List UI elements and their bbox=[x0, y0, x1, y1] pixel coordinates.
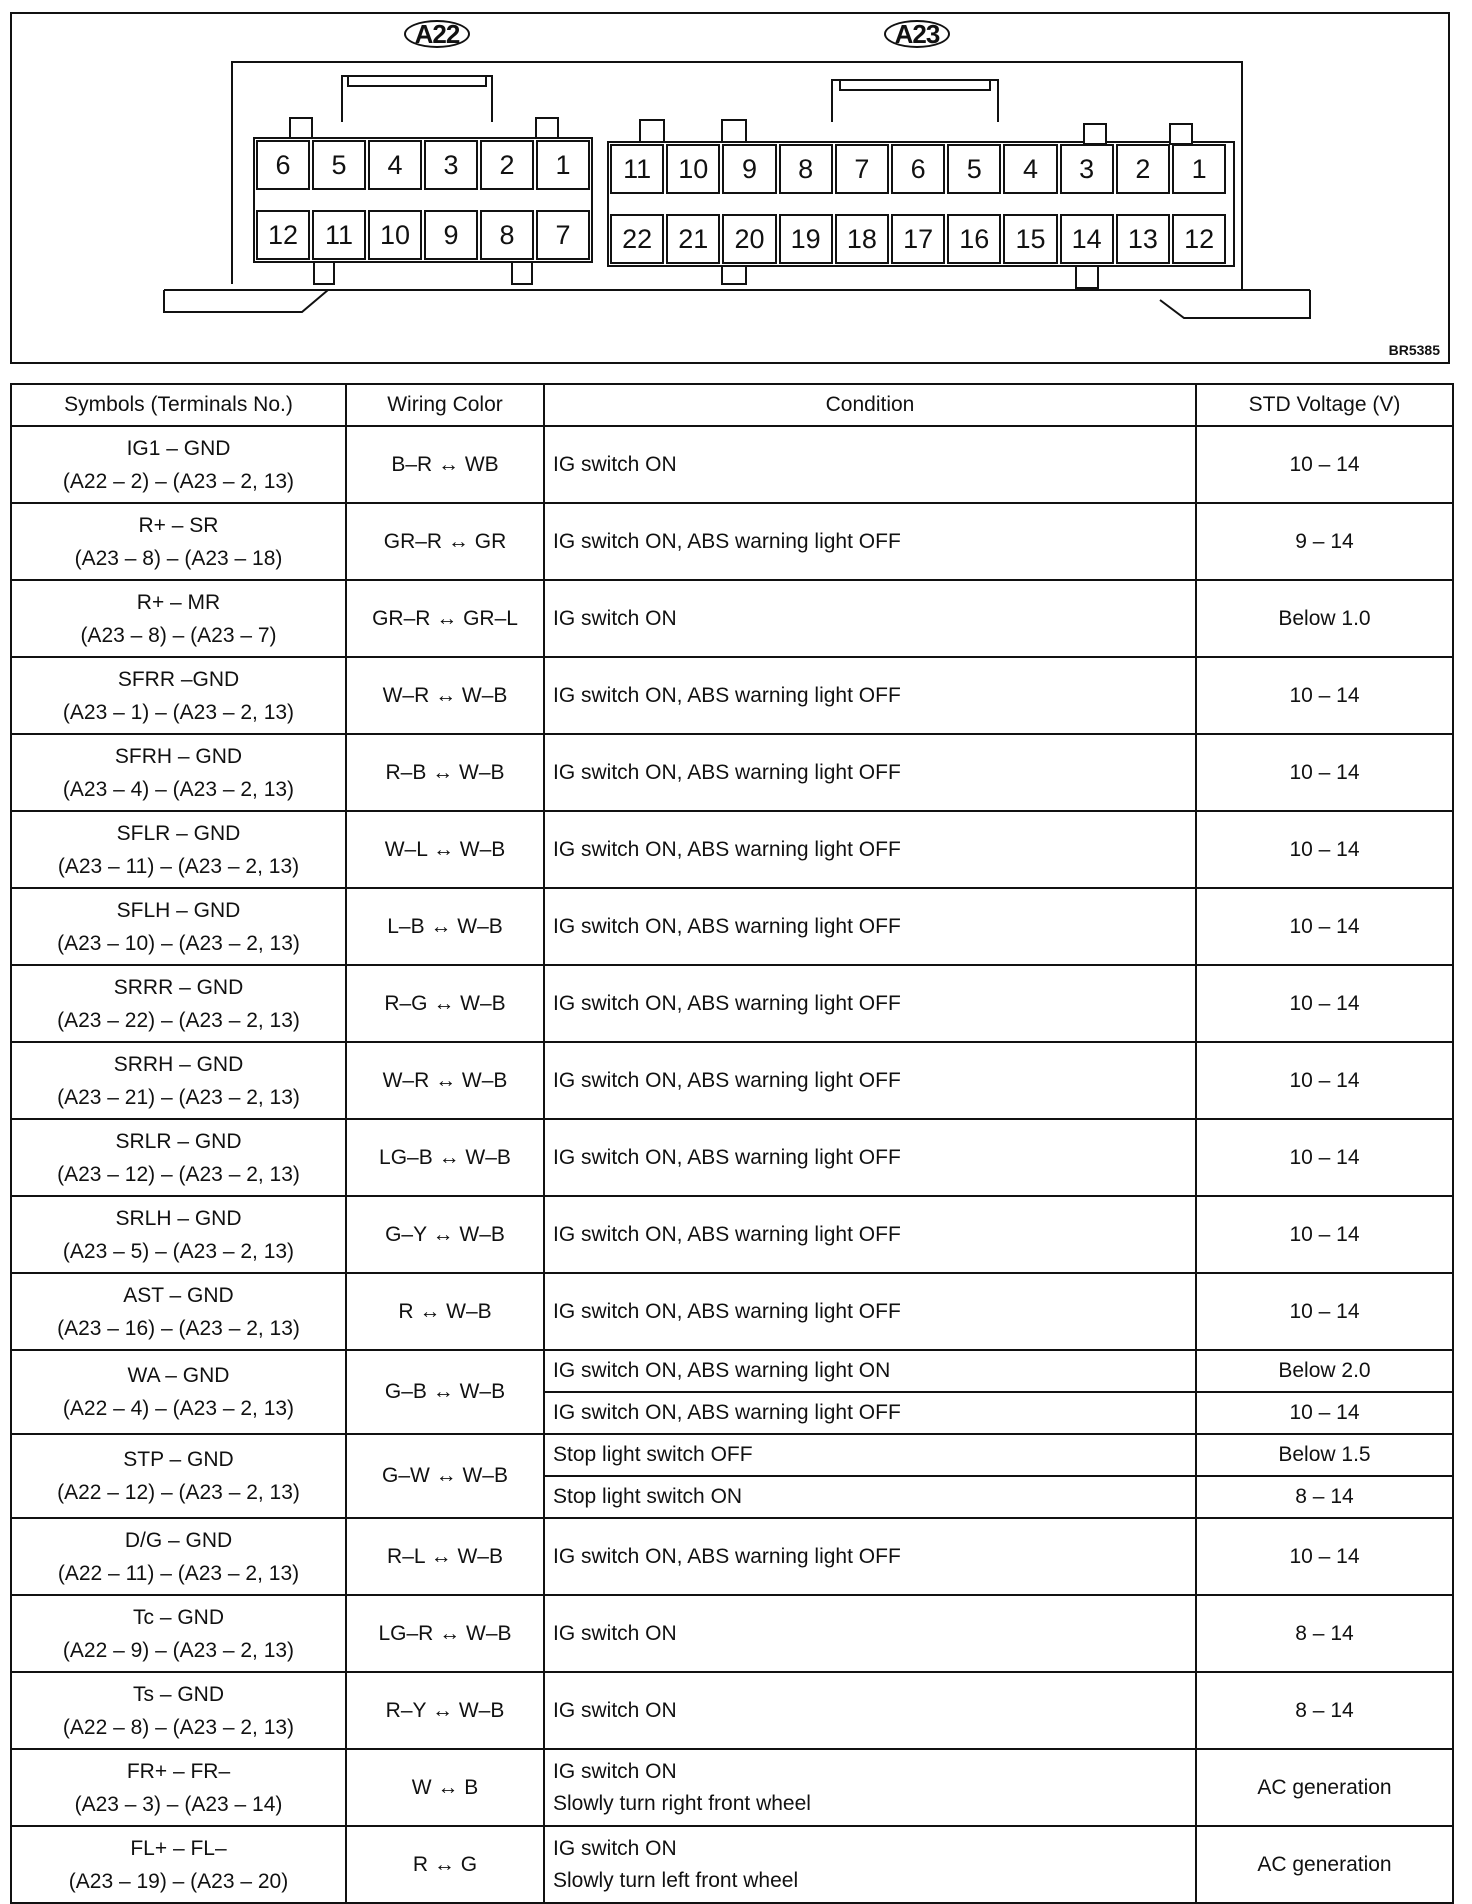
table-row bbox=[11, 811, 1453, 888]
table-row bbox=[11, 888, 1453, 965]
symbol-cell bbox=[11, 1826, 346, 1903]
terminal-pin: 1 bbox=[1172, 144, 1226, 194]
terminal-numbers: (A23 – 10) – (A23 – 2, 13) bbox=[57, 931, 300, 955]
table-row bbox=[11, 1434, 1453, 1476]
terminal-pin: 17 bbox=[891, 214, 945, 264]
terminal-symbol: SFRR –GND bbox=[117, 667, 240, 691]
terminal-pin: 7 bbox=[536, 210, 590, 260]
table-row bbox=[11, 1042, 1453, 1119]
wiring-color-cell: LG–B ↔ W–B bbox=[346, 1119, 544, 1196]
std-voltage-cell: 10 – 14 bbox=[1196, 657, 1453, 734]
terminal-pin: 13 bbox=[1116, 214, 1170, 264]
terminal-symbol: SRRR – GND bbox=[113, 975, 244, 999]
symbol-cell bbox=[11, 1273, 346, 1350]
symbol-cell bbox=[11, 1434, 346, 1518]
terminal-symbol: SFLH – GND bbox=[116, 898, 241, 922]
table-row bbox=[11, 1196, 1453, 1273]
wiring-color-cell: G–Y ↔ W–B bbox=[346, 1196, 544, 1273]
header-wiring-color: Wiring Color bbox=[346, 384, 544, 426]
std-voltage-cell: 10 – 14 bbox=[1196, 811, 1453, 888]
condition-cell: Stop light switch ON bbox=[544, 1476, 1196, 1518]
terminal-numbers: (A23 – 11) – (A23 – 2, 13) bbox=[57, 854, 300, 878]
condition-cell: IG switch ON, ABS warning light OFF bbox=[544, 888, 1196, 965]
symbol-cell bbox=[11, 888, 346, 965]
terminal-pin: 8 bbox=[779, 144, 833, 194]
terminal-pin: 7 bbox=[835, 144, 889, 194]
terminal-symbol: SRLH – GND bbox=[115, 1206, 242, 1230]
terminal-pin: 10 bbox=[666, 144, 720, 194]
condition-line: Slowly turn right front wheel bbox=[553, 1791, 811, 1815]
table-row bbox=[11, 965, 1453, 1042]
wiring-color-cell: R ↔ W–B bbox=[346, 1273, 544, 1350]
std-voltage-cell: AC generation bbox=[1196, 1826, 1453, 1903]
wiring-color-cell: W ↔ B bbox=[346, 1749, 544, 1826]
table-header-row bbox=[11, 384, 1453, 426]
std-voltage-cell: Below 1.0 bbox=[1196, 580, 1453, 657]
symbol-cell bbox=[11, 426, 346, 503]
wiring-color-cell: W–R ↔ W–B bbox=[346, 657, 544, 734]
header-symbols: Symbols (Terminals No.) bbox=[11, 384, 346, 426]
std-voltage-cell: 10 – 14 bbox=[1196, 1518, 1453, 1595]
terminal-pin: 20 bbox=[722, 214, 776, 264]
terminal-pin: 11 bbox=[312, 210, 366, 260]
condition-cell: IG switch ON, ABS warning light OFF bbox=[544, 657, 1196, 734]
condition-cell: IG switch ON, ABS warning light OFF bbox=[544, 503, 1196, 580]
wiring-color-cell: R–Y ↔ W–B bbox=[346, 1672, 544, 1749]
terminal-numbers: (A23 – 4) – (A23 – 2, 13) bbox=[62, 777, 295, 801]
terminal-pin: 3 bbox=[1060, 144, 1114, 194]
std-voltage-cell: 9 – 14 bbox=[1196, 503, 1453, 580]
terminal-symbol: R+ – SR bbox=[138, 513, 219, 537]
terminal-numbers: (A23 – 21) – (A23 – 2, 13) bbox=[57, 1085, 300, 1109]
header-condition: Condition bbox=[544, 384, 1196, 426]
std-voltage-cell: 10 – 14 bbox=[1196, 888, 1453, 965]
std-voltage-cell: Below 2.0 bbox=[1196, 1350, 1453, 1392]
wiring-color-cell: B–R ↔ WB bbox=[346, 426, 544, 503]
terminal-pin: 10 bbox=[368, 210, 422, 260]
table-row bbox=[11, 503, 1453, 580]
table-row bbox=[11, 1350, 1453, 1392]
table-row bbox=[11, 1518, 1453, 1595]
connector-label-a22: A22 bbox=[404, 20, 470, 48]
terminal-symbol: Ts – GND bbox=[132, 1682, 224, 1706]
terminal-numbers: (A23 – 19) – (A23 – 20) bbox=[68, 1869, 289, 1893]
terminal-pin: 2 bbox=[1116, 144, 1170, 194]
condition-cell: IG switch ON bbox=[544, 580, 1196, 657]
terminal-pin: 9 bbox=[722, 144, 776, 194]
terminal-symbol: FR+ – FR– bbox=[126, 1759, 231, 1783]
symbol-cell bbox=[11, 1518, 346, 1595]
terminal-pin: 21 bbox=[666, 214, 720, 264]
terminal-symbol: Tc – GND bbox=[132, 1605, 224, 1629]
terminal-pin: 12 bbox=[256, 210, 310, 260]
wiring-color-cell: L–B ↔ W–B bbox=[346, 888, 544, 965]
condition-cell: IG switch ON, ABS warning light OFF bbox=[544, 734, 1196, 811]
table-row bbox=[11, 657, 1453, 734]
terminal-numbers: (A23 – 8) – (A23 – 18) bbox=[74, 546, 283, 570]
terminal-pin: 6 bbox=[256, 140, 310, 190]
wiring-color-cell: R ↔ G bbox=[346, 1826, 544, 1903]
terminal-pin: 3 bbox=[424, 140, 478, 190]
condition-cell: IG switch ON, ABS warning light OFF bbox=[544, 1273, 1196, 1350]
std-voltage-cell: 10 – 14 bbox=[1196, 1273, 1453, 1350]
condition-cell: IG switch ON, ABS warning light OFF bbox=[544, 1518, 1196, 1595]
terminal-pin: 22 bbox=[610, 214, 664, 264]
symbol-cell bbox=[11, 657, 346, 734]
terminal-symbol: WA – GND bbox=[127, 1364, 230, 1387]
condition-cell: IG switch ON, ABS warning light OFF bbox=[544, 1196, 1196, 1273]
terminal-pin: 19 bbox=[779, 214, 833, 264]
terminal-symbol: SRRH – GND bbox=[113, 1052, 244, 1076]
condition-cell: IG switch ON, ABS warning light ON bbox=[544, 1350, 1196, 1392]
symbol-cell bbox=[11, 1350, 346, 1434]
terminal-pin: 14 bbox=[1060, 214, 1114, 264]
wiring-color-cell: GR–R ↔ GR–L bbox=[346, 580, 544, 657]
terminal-numbers: (A23 – 12) – (A23 – 2, 13) bbox=[57, 1162, 300, 1186]
terminal-symbol: SRLR – GND bbox=[115, 1129, 242, 1153]
condition-line: Slowly turn left front wheel bbox=[553, 1868, 799, 1892]
table-row bbox=[11, 1595, 1453, 1672]
figure-code: BR5385 bbox=[1388, 342, 1440, 358]
condition-cell bbox=[544, 1749, 1196, 1826]
wiring-color-cell: LG–R ↔ W–B bbox=[346, 1595, 544, 1672]
table-row bbox=[11, 734, 1453, 811]
wiring-color-cell: G–W ↔ W–B bbox=[346, 1434, 544, 1518]
condition-cell: IG switch ON, ABS warning light OFF bbox=[544, 1119, 1196, 1196]
condition-cell: IG switch ON, ABS warning light OFF bbox=[544, 1392, 1196, 1434]
wiring-color-cell: R–L ↔ W–B bbox=[346, 1518, 544, 1595]
terminal-numbers: (A23 – 3) – (A23 – 14) bbox=[74, 1792, 283, 1816]
condition-cell: IG switch ON bbox=[544, 1672, 1196, 1749]
symbol-cell bbox=[11, 734, 346, 811]
wiring-color-cell: R–G ↔ W–B bbox=[346, 965, 544, 1042]
table-row bbox=[11, 580, 1453, 657]
terminal-numbers: (A22 – 4) – (A23 – 2, 13) bbox=[62, 1397, 295, 1420]
terminal-pin: 18 bbox=[835, 214, 889, 264]
terminal-pin: 11 bbox=[610, 144, 664, 194]
terminal-symbol: IG1 – GND bbox=[126, 436, 231, 460]
table-row bbox=[11, 1672, 1453, 1749]
std-voltage-cell: 10 – 14 bbox=[1196, 1196, 1453, 1273]
terminal-numbers: (A23 – 16) – (A23 – 2, 13) bbox=[57, 1316, 300, 1340]
terminal-symbol: STP – GND bbox=[123, 1448, 234, 1471]
std-voltage-cell: 10 – 14 bbox=[1196, 734, 1453, 811]
symbol-cell bbox=[11, 1196, 346, 1273]
terminal-pin: 2 bbox=[480, 140, 534, 190]
condition-line: IG switch ON bbox=[553, 1759, 677, 1783]
terminal-pin: 16 bbox=[947, 214, 1001, 264]
terminal-numbers: (A22 – 2) – (A23 – 2, 13) bbox=[62, 469, 295, 493]
std-voltage-cell: 10 – 14 bbox=[1196, 1119, 1453, 1196]
condition-cell: IG switch ON bbox=[544, 426, 1196, 503]
terminal-pin: 5 bbox=[947, 144, 1001, 194]
symbol-cell bbox=[11, 580, 346, 657]
terminal-symbol: R+ – MR bbox=[136, 590, 221, 614]
table-row bbox=[11, 1826, 1453, 1903]
condition-cell: Stop light switch OFF bbox=[544, 1434, 1196, 1476]
terminal-numbers: (A23 – 1) – (A23 – 2, 13) bbox=[62, 700, 295, 724]
terminal-numbers: (A22 – 9) – (A23 – 2, 13) bbox=[62, 1638, 295, 1662]
terminal-pin: 15 bbox=[1003, 214, 1057, 264]
terminal-numbers: (A23 – 22) – (A23 – 2, 13) bbox=[57, 1008, 300, 1032]
symbol-cell bbox=[11, 1042, 346, 1119]
symbol-cell bbox=[11, 1749, 346, 1826]
terminal-symbol: FL+ – FL– bbox=[130, 1836, 227, 1860]
std-voltage-cell: Below 1.5 bbox=[1196, 1434, 1453, 1476]
condition-cell: IG switch ON, ABS warning light OFF bbox=[544, 1042, 1196, 1119]
terminal-numbers: (A22 – 8) – (A23 – 2, 13) bbox=[62, 1715, 295, 1739]
symbol-cell bbox=[11, 965, 346, 1042]
terminal-symbol: AST – GND bbox=[123, 1283, 234, 1307]
terminal-pin: 1 bbox=[536, 140, 590, 190]
symbol-cell bbox=[11, 503, 346, 580]
terminal-pin: 4 bbox=[368, 140, 422, 190]
table-row bbox=[11, 1273, 1453, 1350]
terminal-numbers: (A22 – 11) – (A23 – 2, 13) bbox=[57, 1561, 300, 1585]
terminal-numbers: (A23 – 5) – (A23 – 2, 13) bbox=[62, 1239, 295, 1263]
terminal-symbol: D/G – GND bbox=[124, 1528, 233, 1552]
table-row bbox=[11, 1749, 1453, 1826]
table-row bbox=[11, 1119, 1453, 1196]
std-voltage-cell: 8 – 14 bbox=[1196, 1672, 1453, 1749]
terminal-pin: 9 bbox=[424, 210, 478, 260]
wiring-color-cell: GR–R ↔ GR bbox=[346, 503, 544, 580]
symbol-cell bbox=[11, 1595, 346, 1672]
terminal-numbers: (A23 – 8) – (A23 – 7) bbox=[80, 623, 277, 647]
std-voltage-cell: 10 – 14 bbox=[1196, 426, 1453, 503]
terminal-numbers: (A22 – 12) – (A23 – 2, 13) bbox=[57, 1481, 300, 1504]
header-std-voltage: STD Voltage (V) bbox=[1196, 384, 1453, 426]
table-row bbox=[11, 426, 1453, 503]
terminal-pin: 5 bbox=[312, 140, 366, 190]
condition-cell: IG switch ON, ABS warning light OFF bbox=[544, 965, 1196, 1042]
std-voltage-cell: 8 – 14 bbox=[1196, 1595, 1453, 1672]
std-voltage-cell: 10 – 14 bbox=[1196, 965, 1453, 1042]
wiring-color-cell: R–B ↔ W–B bbox=[346, 734, 544, 811]
terminal-pin: 12 bbox=[1172, 214, 1226, 264]
symbol-cell bbox=[11, 1672, 346, 1749]
condition-cell bbox=[544, 1826, 1196, 1903]
terminal-symbol: SFLR – GND bbox=[116, 821, 241, 845]
connector-label-a23: A23 bbox=[884, 20, 950, 48]
std-voltage-cell: 10 – 14 bbox=[1196, 1392, 1453, 1434]
condition-line: IG switch ON bbox=[553, 1836, 677, 1860]
std-voltage-cell: 8 – 14 bbox=[1196, 1476, 1453, 1518]
table-body bbox=[11, 426, 1453, 1903]
terminal-pin: 6 bbox=[891, 144, 945, 194]
terminal-voltage-table bbox=[10, 383, 1454, 1904]
std-voltage-cell: AC generation bbox=[1196, 1749, 1453, 1826]
terminal-pin: 4 bbox=[1003, 144, 1057, 194]
wiring-color-cell: G–B ↔ W–B bbox=[346, 1350, 544, 1434]
symbol-cell bbox=[11, 1119, 346, 1196]
condition-cell: IG switch ON bbox=[544, 1595, 1196, 1672]
condition-cell: IG switch ON, ABS warning light OFF bbox=[544, 811, 1196, 888]
std-voltage-cell: 10 – 14 bbox=[1196, 1042, 1453, 1119]
terminal-symbol: SFRH – GND bbox=[114, 744, 243, 768]
terminal-pin: 8 bbox=[480, 210, 534, 260]
symbol-cell bbox=[11, 811, 346, 888]
wiring-color-cell: W–L ↔ W–B bbox=[346, 811, 544, 888]
wiring-color-cell: W–R ↔ W–B bbox=[346, 1042, 544, 1119]
connector-diagram bbox=[10, 12, 1450, 364]
